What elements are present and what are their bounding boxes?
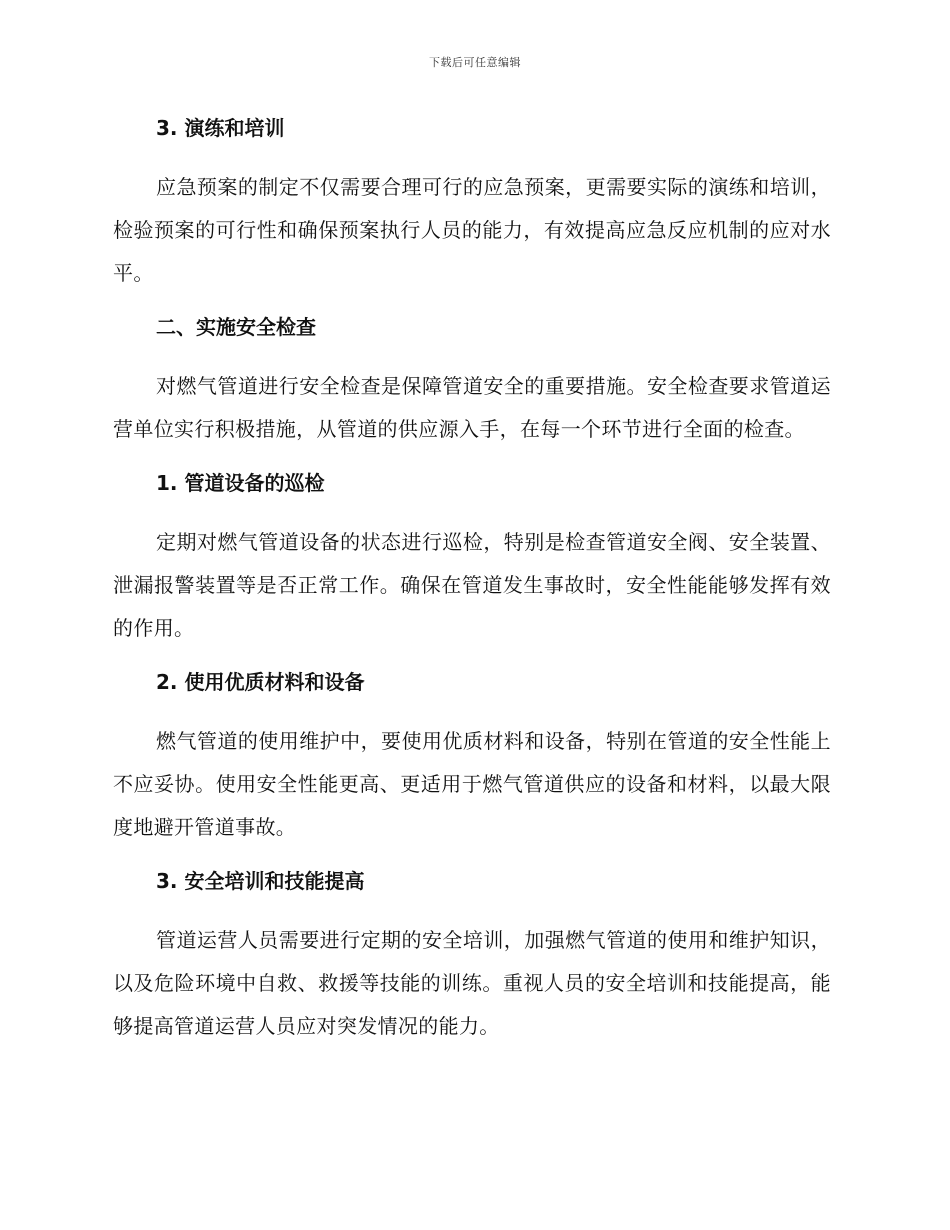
section-paragraph: 定期对燃气管道设备的状态进行巡检，特别是检查管道安全阀、安全装置、泄漏报警装置等是否正常工作。确保在管道发生事故时，安全性能能够发挥有效的作用。 — [113, 530, 831, 640]
document-body — [113, 108, 831, 1060]
section-heading: 1. 管道设备的巡检 — [156, 471, 325, 495]
section-heading: 二、实施安全检查 — [156, 315, 316, 339]
section-paragraph: 对燃气管道进行安全检查是保障管道安全的重要措施。安全检查要求管道运营单位实行积极措施，从管道的供应源入手，在每一个环节进行全面的检查。 — [113, 374, 831, 441]
section-heading: 3. 安全培训和技能提高 — [156, 869, 365, 893]
page-header-note: 下载后可任意编辑 — [429, 56, 521, 69]
section-paragraph: 燃气管道的使用维护中，要使用优质材料和设备，特别在管道的安全性能上不应妥协。使用安全性能更高、更适用于燃气管道供应的设备和材料，以最大限度地避开管道事故。 — [113, 729, 831, 839]
section-paragraph: 管道运营人员需要进行定期的安全培训，加强燃气管道的使用和维护知识，以及危险环境中自救、救援等技能的训练。重视人员的安全培训和技能提高，能够提高管道运营人员应对突发情况的能力。 — [113, 928, 831, 1038]
section-heading: 2. 使用优质材料和设备 — [156, 670, 365, 694]
section-paragraph: 应急预案的制定不仅需要合理可行的应急预案，更需要实际的演练和培训，检验预案的可行性和确保预案执行人员的能力，有效提高应急反应机制的应对水平。 — [113, 175, 831, 285]
section-drills-training — [113, 108, 831, 295]
section-safety-inspection — [113, 307, 831, 451]
section-quality-materials — [113, 662, 831, 849]
section-heading: 3. 演练和培训 — [156, 116, 285, 140]
section-equipment-patrol — [113, 463, 831, 650]
section-safety-training — [113, 861, 831, 1048]
